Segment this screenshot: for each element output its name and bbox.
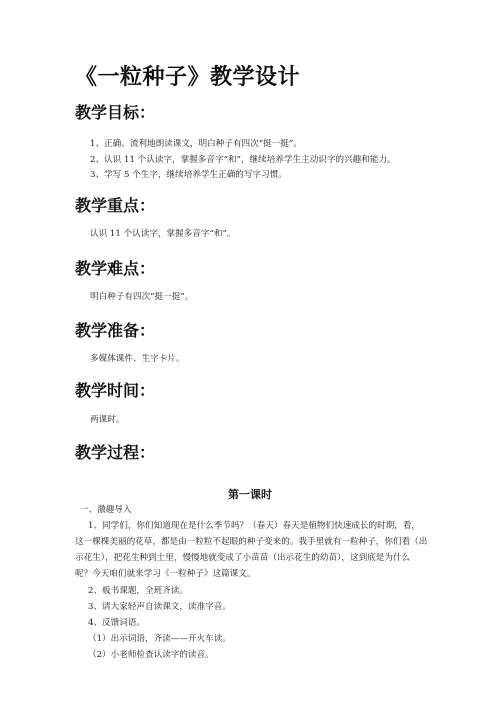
process-line: 1、同学们，你们知道现在是什么季节吗？（春天）春天是植物们快速成长的时期，看，: [88, 521, 421, 531]
process-line: 3、请大家轻声自读课文，读准字音。: [88, 602, 231, 612]
section-heading-preparation: 教学准备：: [75, 321, 156, 340]
key-point-line: 认识 11 个认读字，掌握多音字“和”。: [90, 229, 236, 239]
section-heading-time: 教学时间：: [75, 381, 156, 400]
process-line: （2）小老师检查认读字的读音。: [88, 650, 214, 660]
lesson-title: 第一课时: [228, 488, 272, 501]
difficulty-line: 明白种子有四次“挺一挺”。: [90, 292, 194, 302]
section-heading-key-points: 教学重点：: [75, 196, 156, 215]
process-line: 一、激趣导入: [80, 505, 132, 515]
section-heading-objectives: 教学目标：: [75, 103, 156, 122]
process-line: 4、反馈词语。: [88, 618, 146, 628]
process-line: （1）出示词语，齐读——开火车读。: [88, 634, 231, 644]
time-line: 两课时。: [90, 415, 125, 425]
objective-line: 3、学写 5 个生字，继续培养学生正确的写字习惯。: [90, 170, 287, 180]
preparation-line: 多媒体课件、生字卡片。: [90, 354, 185, 364]
process-line: 呢？今天咱们就来学习《一粒种子》这篇课文。: [75, 569, 256, 579]
objective-line: 2、认识 11 个认读字，掌握多音字“和”，继续培养学生主动识字的兴趣和能力。: [90, 155, 396, 165]
objective-line: 1、正确、流利地朗读课文，明白种子有四次“挺一挺”。: [90, 139, 302, 149]
process-line: 2、板书课题，全班齐读。: [88, 586, 188, 596]
process-line: 示花生），把花生种到土里，慢慢地就变成了小苗苗（出示花生的幼苗），这到底是为什么: [75, 553, 411, 563]
section-heading-difficulties: 教学难点：: [75, 259, 156, 278]
document-title: 《一粒种子》教学设计: [75, 65, 301, 90]
process-line: 这一棵棵美丽的花草，都是由一粒粒不起眼的种子变来的。我手里就有一粒种子，你们看（出: [75, 537, 428, 547]
section-heading-process: 教学过程：: [75, 443, 156, 462]
